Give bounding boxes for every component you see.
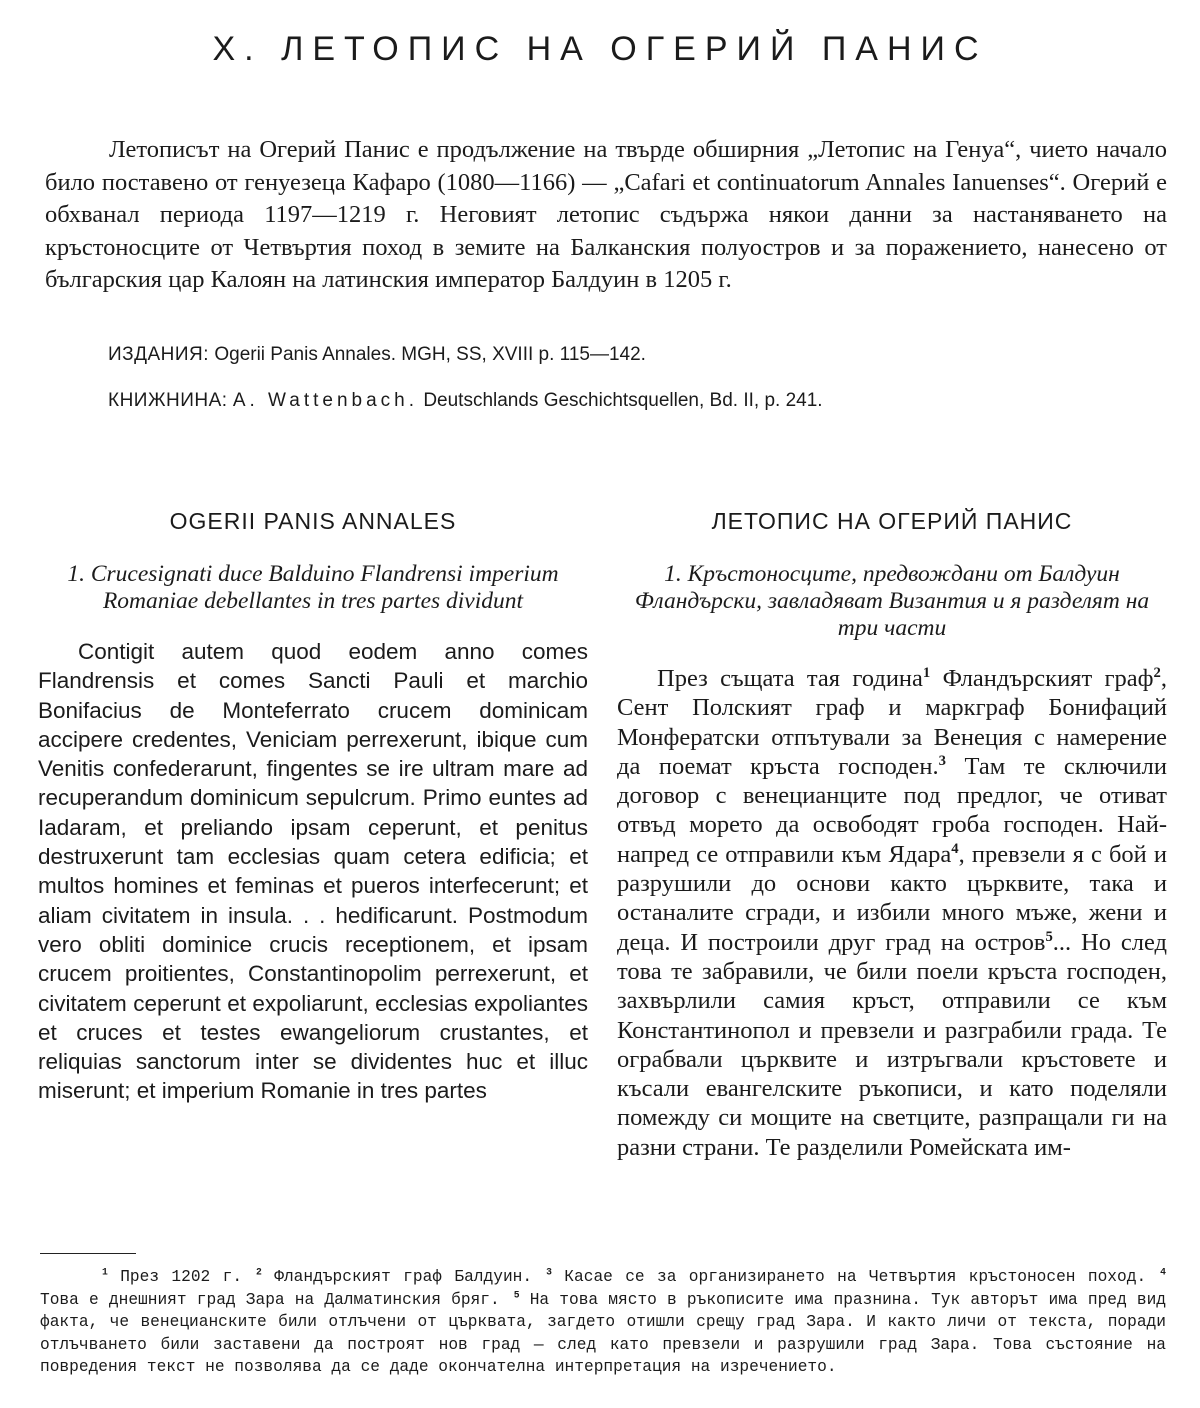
editions-text: Ogerii Panis Annales. MGH, SS, XVIII p. 115—142. xyxy=(214,344,646,365)
literature-label: КНИЖНИНА: xyxy=(108,390,228,411)
bulgarian-subheading: 1. Кръстоносците, предвождани от Балдуин Фландърски, завладяват Византия и я разделят на три части xyxy=(634,561,1150,641)
latin-column xyxy=(38,508,588,1106)
bulgarian-text-4: Там те сключили договор с венецианците под предлог, че отиват отвъд морето да освободят гроба господен. Най-напред се отправили към Ядара xyxy=(617,752,1167,868)
bulgarian-text-1: През същата тая година xyxy=(657,665,923,692)
latin-subheading: 1. Crucesignati duce Balduino Flandrensi imperium Romaniae debellantes in tres partes dividunt xyxy=(67,561,559,614)
bulgarian-text-3: , Сент Полският граф и маркграф Бонифаций Монфератски отпътували за Венеция с намерение да поемат кръста господен. xyxy=(617,665,1167,780)
footnote-ref-4[interactable]: 4 xyxy=(951,840,959,857)
footnote-1 xyxy=(102,1268,242,1286)
latin-body: Contigit autem quod eodem anno comes Flandrensis et comes Sancti Pauli et marchio Bonifacius de Monteferrato crucem dominicam accipere credentes, Veniciam perrexerunt, ibique cum Venitis confederarunt, fingentes se ire ultram mare ad recuperandum dominicum sepulcrum. Primo euntes ad Iadaram, et preliando ipsam ceperunt, et penitus destruxerunt tam ecclesias quam cetera edificia; et multos homines et feminas et pueros interfecerunt; et aliam civitatem in insula. . . hedificarunt. Postmodum vero obliti dominice crucis receptionem, et ipsam crucem proitientes, Constantinopolim perrexerunt, et civitatem ceperunt et expoliarunt, ecclesias expoliantes et cruces et testes ewangeliorum crustantes, et reliquias sanctorum inter se dividentes huc et illuc miserunt; et imperium Romanie in tres partes xyxy=(38,639,588,1104)
footnote-number: 1 xyxy=(102,1266,108,1278)
footnote-2 xyxy=(256,1268,532,1286)
footnote-number: 5 xyxy=(513,1289,520,1301)
literature-text: Deutschlands Geschichtsquellen, Bd. II, p. 241. xyxy=(423,390,823,411)
editions-label: ИЗДАНИЯ: xyxy=(108,344,210,365)
footnote-number: 2 xyxy=(256,1266,262,1278)
footnote-text: През 1202 г. xyxy=(120,1268,243,1286)
bulgarian-body xyxy=(617,664,1167,1162)
bulgarian-column xyxy=(617,508,1167,1162)
latin-heading: OGERII PANIS ANNALES xyxy=(169,508,457,534)
footnote-3 xyxy=(546,1268,1146,1286)
bulgarian-heading: ЛЕТОПИС НА ОГЕРИЙ ПАНИС xyxy=(711,508,1073,534)
footnote-ref-2[interactable]: 2 xyxy=(1153,664,1161,681)
footnote-ref-5[interactable]: 5 xyxy=(1045,928,1053,945)
literature-author: A. Wattenbach. xyxy=(232,390,419,411)
footnote-text: На това място в ръкописите има празнина. Тук авторът има пред вид факта, че венецианските били отлъчени от църквата, загдето отишли срещу град Зара. И както личи от текста, поради отлъчването били заставени да построят нов град — след като превзели и разрушили град Зара. Това състояние на повредения текст не позволява да се даде окончателна интерпретация на изречението. xyxy=(40,1290,1167,1376)
footnote-divider xyxy=(40,1253,136,1254)
bulgarian-text-5: , превзели я с бой и разрушили до основи както църквите, така и останалите сгради, и избили много мъже, жени и деца. И построили друг град на остров xyxy=(617,840,1168,956)
footnote-ref-3[interactable]: 3 xyxy=(938,752,947,769)
bulgarian-text-2: Фландърският граф xyxy=(930,665,1154,692)
footnote-number: 4 xyxy=(1160,1266,1167,1278)
page-title: X. ЛЕТОПИС НА ОГЕРИЙ ПАНИС xyxy=(212,30,988,68)
footnote-ref-1[interactable]: 1 xyxy=(922,664,931,681)
footnote-text: Това е днешният град Зара на Далматинския бряг. xyxy=(40,1290,500,1309)
footnote-number: 3 xyxy=(546,1266,552,1278)
footnote-text: Фландърският граф Балдуин. xyxy=(274,1268,533,1286)
bulgarian-text-6: ... Но след това те забравили, че били поели кръста господен, захвърлили самия кръст, отправили се към Константинопол и превзели и разграбили града. Те ограбвали църквите и изтръгвали кръстовете и късали евангелските ръкописи, и като поделяли помежду си мощите на светците, разпращали ги на разни страни. Те разделили Ромейската им- xyxy=(617,928,1168,1161)
intro-paragraph: Летописът на Огерий Панис е продължение на твърде обширния „Летопис на Генуа“, чието начало било поставено от генуезеца Кафаро (1080—1166) — „Cafari et continuatorum Annales Ianuenses“. Огерий е обхванал периода 1197—1219 г. Неговият летопис съдържа някои данни за настаняването на кръстоносците от Четвъртия поход в земите на Балканския полуостров и за поражението, нанесено от българския цар Калоян на латинския император Балдуин в 1205 г. xyxy=(45,136,1167,293)
footnote-text: Касае се за организирането на Четвъртия кръстоносен поход. xyxy=(564,1268,1147,1286)
footnotes xyxy=(40,1266,1166,1379)
bibliography-literature xyxy=(108,388,1168,414)
bibliography-editions xyxy=(108,342,1168,368)
